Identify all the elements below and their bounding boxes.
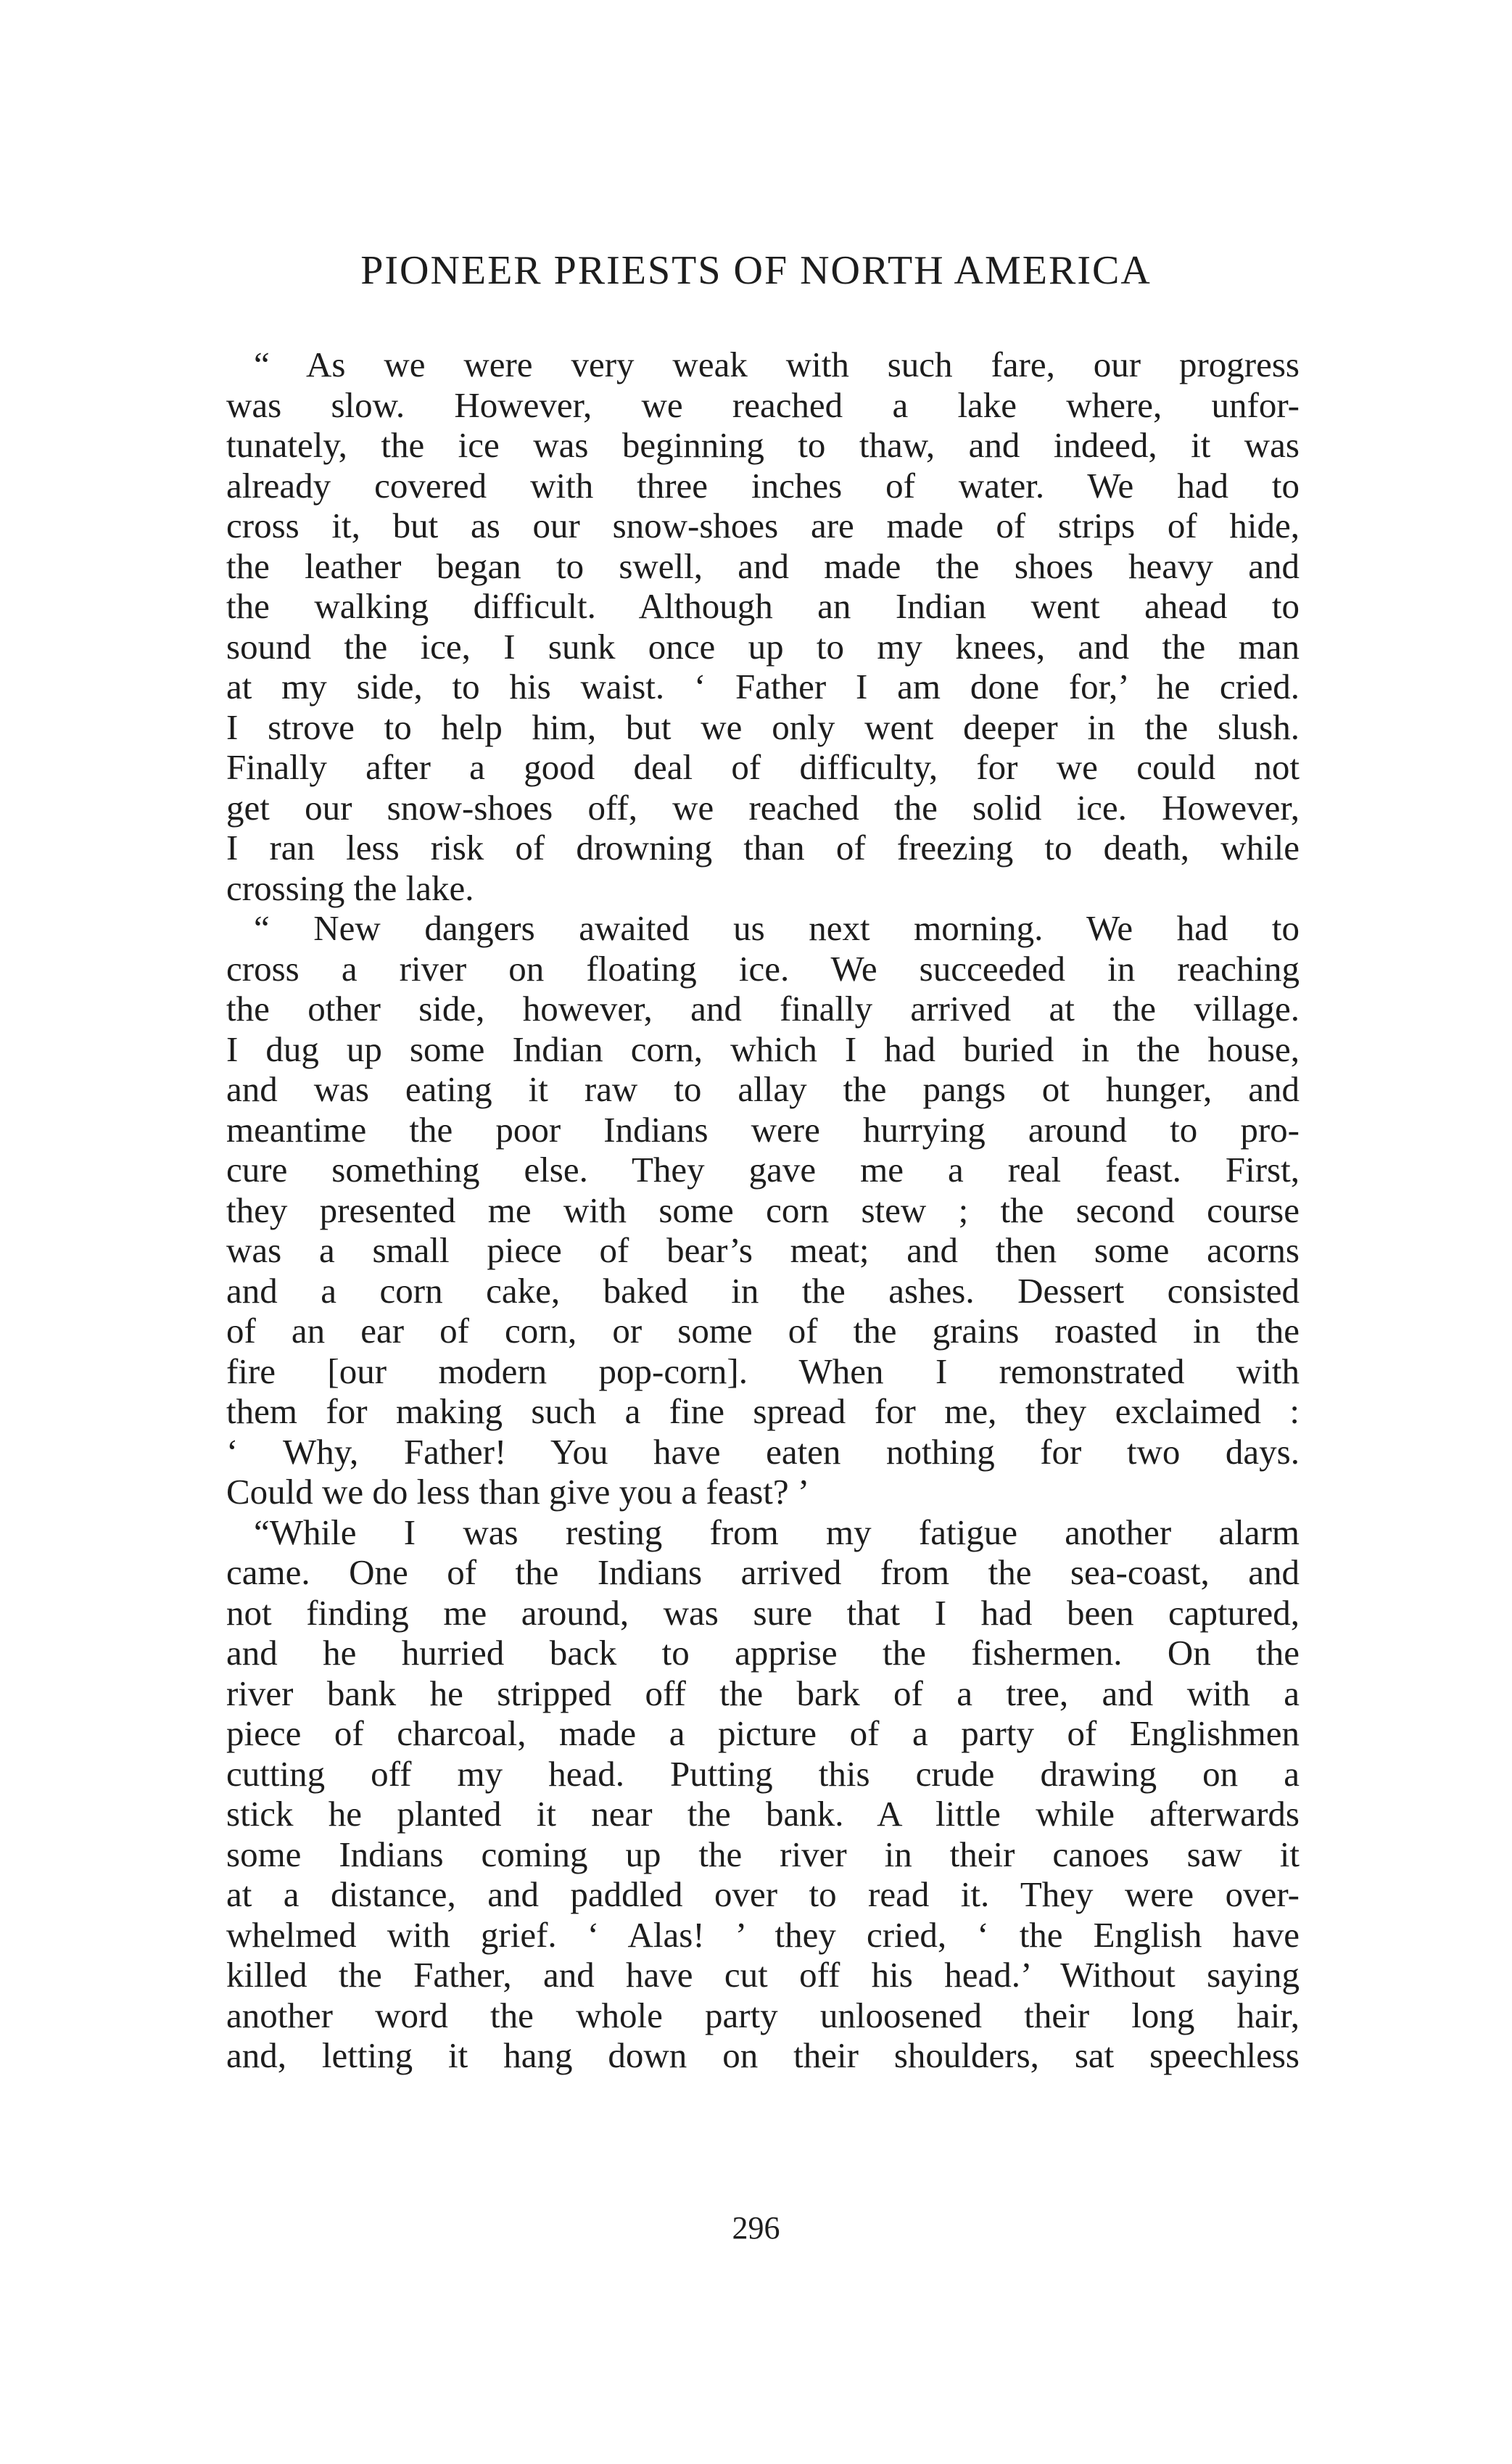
text-line: get our snow-shoes off, we reached the solid ice. However,: [226, 787, 1300, 828]
text-line: piece of charcoal, made a picture of a party of Englishmen: [226, 1713, 1300, 1753]
text-line: “ As we were very weak with such fare, our progress: [254, 345, 1300, 384]
text-line: cross a river on floating ice. We succeeded in reaching: [226, 948, 1300, 989]
text-line: I strove to help him, but we only went deeper in the slush.: [226, 706, 1300, 747]
text-line: not finding me around, was sure that I had been captured,: [226, 1592, 1300, 1633]
text-line: meantime the poor Indians were hurrying around to pro-: [226, 1109, 1300, 1150]
text-line: whelmed with grief. ‘ Alas! ’ they cried, ‘ the English have: [226, 1914, 1300, 1955]
text-line: cutting off my head. Putting this crude drawing on a: [226, 1753, 1300, 1794]
text-line: came. One of the Indians arrived from the sea-coast, and: [226, 1552, 1300, 1592]
text-line: “ New dangers awaited us next morning. We had to: [254, 908, 1300, 948]
text-line: stick he planted it near the bank. A little while afterwards: [226, 1794, 1300, 1834]
text-line: “While I was resting from my fatigue another alarm: [254, 1512, 1300, 1552]
text-line: the other side, however, and finally arrived at the village.: [226, 989, 1300, 1029]
text-line: cross it, but as our snow-shoes are made of strips of hide,: [226, 506, 1300, 545]
text-line: Could we do less than give you a feast? ’: [226, 1472, 810, 1512]
text-line: they presented me with some corn stew ; the second course: [226, 1190, 1300, 1230]
text-line: the leather began to swell, and made the shoes heavy and: [226, 545, 1300, 586]
text-line: Finally after a good deal of difficulty, for we could not: [226, 747, 1300, 787]
text-line: tunately, the ice was beginning to thaw, and indeed, it was: [226, 425, 1300, 465]
text-line: another word the whole party unloosened their long hair,: [226, 1995, 1300, 2035]
text-line: fire [our modern pop-corn]. When I remonstrated with: [226, 1351, 1300, 1391]
text-line: river bank he stripped off the bark of a tree, and with a: [226, 1673, 1300, 1713]
text-line: was slow. However, we reached a lake where, unfor-: [226, 384, 1300, 425]
text-line: at a distance, and paddled over to read it. They were over-: [226, 1874, 1300, 1914]
text-line: was a small piece of bear’s meat; and then some acorns: [226, 1230, 1300, 1270]
text-line: and was eating it raw to allay the pangs ot hunger, and: [226, 1069, 1300, 1109]
text-line: ‘ Why, Father! You have eaten nothing for two days.: [226, 1431, 1300, 1472]
text-line: I ran less risk of drowning than of freezing to death, while: [226, 828, 1300, 868]
body-text: [226, 345, 1300, 2076]
text-line: some Indians coming up the river in their canoes saw it: [226, 1834, 1300, 1874]
text-line: them for making such a fine spread for me, they exclaimed :: [226, 1391, 1300, 1431]
page-number: 296: [732, 2210, 780, 2246]
text-line: at my side, to his waist. ‘ Father I am done for,’ he cried.: [226, 667, 1300, 706]
text-line: cure something else. They gave me a real feast. First,: [226, 1150, 1300, 1190]
text-line: and, letting it hang down on their shoulders, sat speechless: [226, 2035, 1300, 2075]
text-line: of an ear of corn, or some of the grains roasted in the: [226, 1311, 1300, 1351]
text-line: already covered with three inches of water. We had to: [226, 465, 1300, 506]
text-line: I dug up some Indian corn, which I had buried in the house,: [226, 1029, 1300, 1069]
text-line: and a corn cake, baked in the ashes. Dessert consisted: [226, 1270, 1300, 1311]
text-line: the walking difficult. Although an Indian went ahead to: [226, 586, 1300, 626]
running-head: PIONEER PRIESTS OF NORTH AMERICA: [360, 248, 1152, 293]
text-line: killed the Father, and have cut off his head.’ Without saying: [226, 1955, 1300, 1995]
text-line: sound the ice, I sunk once up to my knees, and the man: [226, 626, 1300, 667]
text-line: and he hurried back to apprise the fishermen. On the: [226, 1633, 1300, 1673]
text-line: crossing the lake.: [226, 868, 474, 908]
